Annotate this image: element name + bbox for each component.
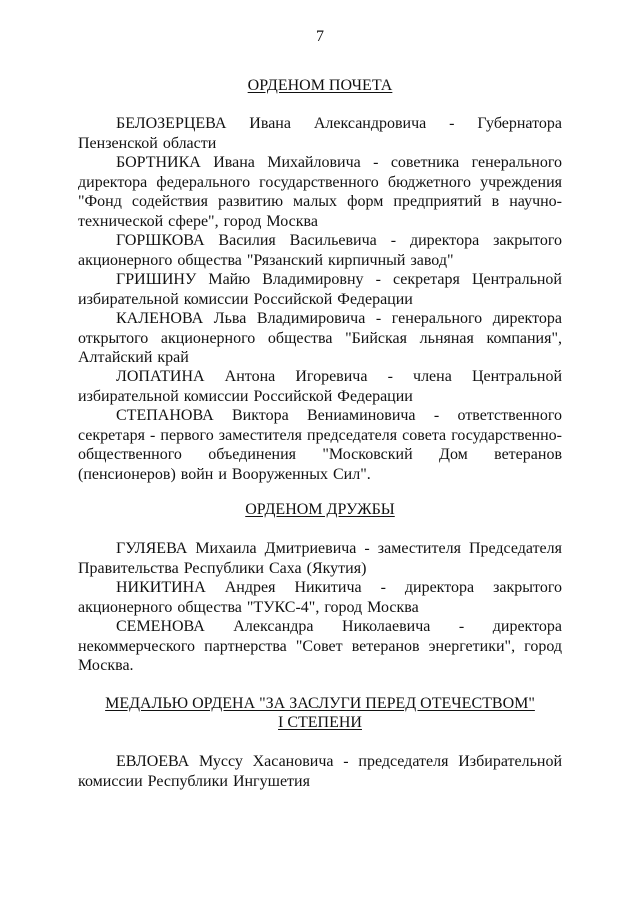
award-entry: КАЛЕНОВА Льва Владимировича - генерального директора открытого акционерного общества "Бийская льняная компания", Алтайский край bbox=[78, 310, 562, 366]
award-entry: НИКИТИНА Андрея Никитича - директора закрытого акционерного общества "ТУКС-4", город Москва bbox=[78, 579, 562, 616]
award-entry: СТЕПАНОВА Виктора Вениаминовича - ответственного секретаря - первого заместителя председателя совета государственно-общественного объединения "Московский Дом ветеранов (пенсионеров) войн и Вооруженных Сил". bbox=[78, 407, 562, 483]
award-entry: ЕВЛОЕВА Муссу Хасановича - председателя Избирательной комиссии Республики Ингушетия bbox=[78, 753, 562, 790]
award-entry: ГРИШИНУ Майю Владимировну - секретаря Центральной избирательной комиссии Российской Федерации bbox=[78, 271, 562, 308]
page-number: 7 bbox=[316, 28, 324, 45]
award-entry: ГУЛЯЕВА Михаила Дмитриевича - заместителя Председателя Правительства Республики Саха (Якутия) bbox=[78, 540, 562, 577]
section-heading-order-of-friendship: ОРДЕНОМ ДРУЖБЫ bbox=[245, 501, 395, 518]
award-entry: ЛОПАТИНА Антона Игоревича - члена Центральной избирательной комиссии Российской Федерации bbox=[78, 368, 562, 405]
section-heading-medal-degree: I СТЕПЕНИ bbox=[278, 714, 362, 731]
award-entry: БОРТНИКА Ивана Михайловича - советника генерального директора федерального государственного бюджетного учреждения "Фонд содействия развитию малых форм предприятий в научно-технической сфере", город Москва bbox=[78, 154, 562, 230]
award-entry: ГОРШКОВА Василия Васильевича - директора закрытого акционерного общества "Рязанский кирпичный завод" bbox=[78, 232, 562, 269]
section-heading-order-of-honour: ОРДЕНОМ ПОЧЕТА bbox=[247, 77, 393, 94]
award-entry: БЕЛОЗЕРЦЕВА Ивана Александровича - Губернатора Пензенской области bbox=[78, 115, 562, 152]
section-heading-medal: МЕДАЛЬЮ ОРДЕНА "ЗА ЗАСЛУГИ ПЕРЕД ОТЕЧЕСТВОМ" bbox=[105, 695, 535, 712]
award-entry: СЕМЕНОВА Александра Николаевича - директора некоммерческого партнерства "Совет ветеранов энергетики", город Москва. bbox=[78, 618, 562, 674]
